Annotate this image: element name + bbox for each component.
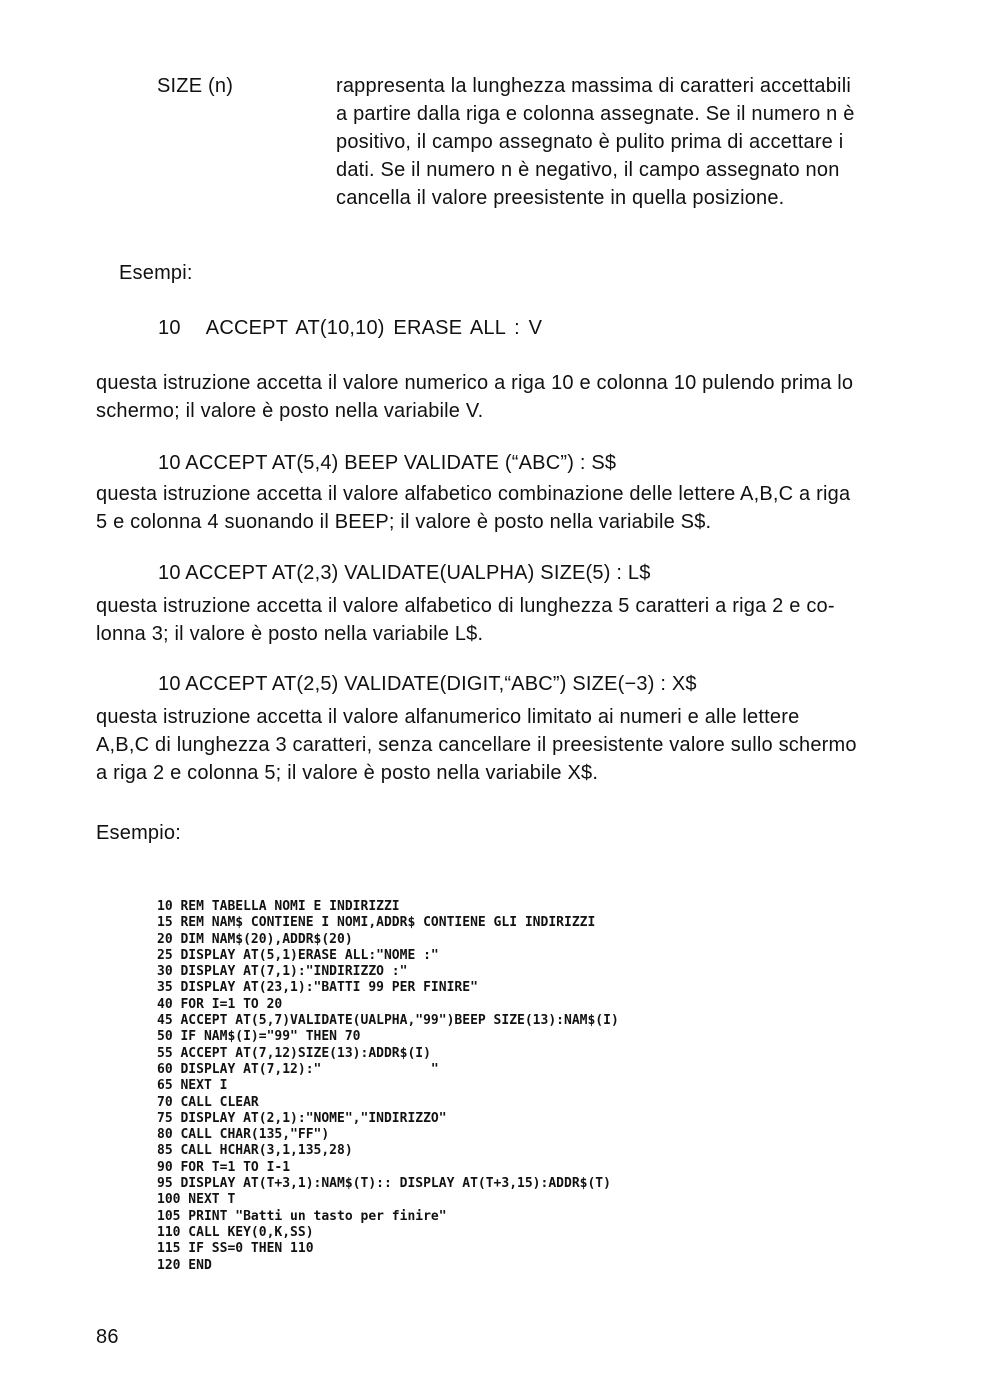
- definition-line: rappresenta la lunghezza massima di caratteri accettabili: [336, 75, 851, 97]
- example-description: [96, 703, 892, 787]
- example-statement: 10 ACCEPT AT(2,5) VALIDATE(DIGIT,“ABC”) SIZE(−3) : X$: [158, 673, 697, 695]
- example-description: [96, 369, 892, 425]
- definition-line: positivo, il campo assegnato è pulito prima di accettare i: [336, 131, 844, 153]
- code-line: 95 DISPLAY AT(T+3,1):NAM$(T):: DISPLAY AT(T+3,15):ADDR$(T): [157, 1176, 611, 1192]
- code-line: 70 CALL CLEAR: [157, 1094, 259, 1110]
- page-number: 86: [96, 1326, 119, 1348]
- example-statement: 10 ACCEPT AT(2,3) VALIDATE(UALPHA) SIZE(5) : L$: [158, 562, 651, 584]
- code-line: 10 REM TABELLA NOMI E INDIRIZZI: [157, 899, 400, 914]
- code-line: 90 FOR T=1 TO I-1: [157, 1159, 291, 1175]
- example-statement: 10 ACCEPT AT(10,10) ERASE ALL : V: [158, 317, 543, 339]
- code-line: 60 DISPLAY AT(7,12):" ": [157, 1061, 439, 1077]
- definition-line: dati. Se il numero n è negativo, il campo assegnato non: [336, 159, 840, 181]
- description-line: lonna 3; il valore è posto nella variabile L$.: [96, 623, 484, 645]
- program-listing: [157, 899, 619, 1274]
- code-line: 40 FOR I=1 TO 20: [157, 996, 283, 1012]
- description-line: questa istruzione accetta il valore alfabetico di lunghezza 5 caratteri a riga 2 e co-: [96, 595, 835, 617]
- description-line: questa istruzione accetta il valore alfanumerico limitato ai numeri e alle lettere: [96, 706, 800, 728]
- example-description: [96, 480, 892, 536]
- code-line: 115 IF SS=0 THEN 110: [157, 1241, 314, 1257]
- example-heading: Esempio:: [96, 822, 181, 844]
- code-line: 65 NEXT I: [157, 1078, 228, 1094]
- size-definition: [336, 72, 892, 212]
- code-line: 30 DISPLAY AT(7,1):"INDIRIZZO :": [157, 964, 408, 980]
- example-description: [96, 592, 892, 648]
- code-line: 50 IF NAM$(I)="99" THEN 70: [157, 1029, 361, 1045]
- description-line: A,B,C di lunghezza 3 caratteri, senza cancellare il preesistente valore sullo schermo: [96, 734, 857, 756]
- definition-line: a partire dalla riga e colonna assegnate. Se il numero n è: [336, 103, 855, 125]
- code-line: 45 ACCEPT AT(5,7)VALIDATE(UALPHA,"99")BEEP SIZE(13):NAM$(I): [157, 1013, 619, 1029]
- code-line: 105 PRINT "Batti un tasto per finire": [157, 1208, 447, 1224]
- examples-heading: Esempi:: [119, 262, 193, 284]
- code-line: 80 CALL CHAR(135,"FF"): [157, 1127, 330, 1143]
- code-line: 110 CALL KEY(0,K,SS): [157, 1224, 314, 1240]
- code-line: 15 REM NAM$ CONTIENE I NOMI,ADDR$ CONTIENE GLI INDIRIZZI: [157, 915, 596, 931]
- code-line: 120 END: [157, 1257, 212, 1273]
- description-line: questa istruzione accetta il valore numerico a riga 10 e colonna 10 pulendo prima lo: [96, 372, 854, 394]
- example-statement: 10 ACCEPT AT(5,4) BEEP VALIDATE (“ABC”) : S$: [158, 452, 617, 474]
- code-line: 20 DIM NAM$(20),ADDR$(20): [157, 931, 353, 947]
- code-line: 55 ACCEPT AT(7,12)SIZE(13):ADDR$(I): [157, 1045, 431, 1061]
- description-line: a riga 2 e colonna 5; il valore è posto nella variabile X$.: [96, 762, 599, 784]
- code-line: 35 DISPLAY AT(23,1):"BATTI 99 PER FINIRE": [157, 980, 478, 996]
- description-line: questa istruzione accetta il valore alfabetico combinazione delle lettere A,B,C a riga: [96, 483, 851, 505]
- code-line: 25 DISPLAY AT(5,1)ERASE ALL:"NOME :": [157, 947, 439, 963]
- description-line: schermo; il valore è posto nella variabile V.: [96, 400, 484, 422]
- code-line: 85 CALL HCHAR(3,1,135,28): [157, 1143, 353, 1159]
- description-line: 5 e colonna 4 suonando il BEEP; il valore è posto nella variabile S$.: [96, 511, 712, 533]
- code-line: 75 DISPLAY AT(2,1):"NOME","INDIRIZZO": [157, 1110, 447, 1126]
- definition-line: cancella il valore preesistente in quella posizione.: [336, 187, 785, 209]
- code-line: 100 NEXT T: [157, 1192, 236, 1208]
- size-term: SIZE (n): [157, 75, 234, 97]
